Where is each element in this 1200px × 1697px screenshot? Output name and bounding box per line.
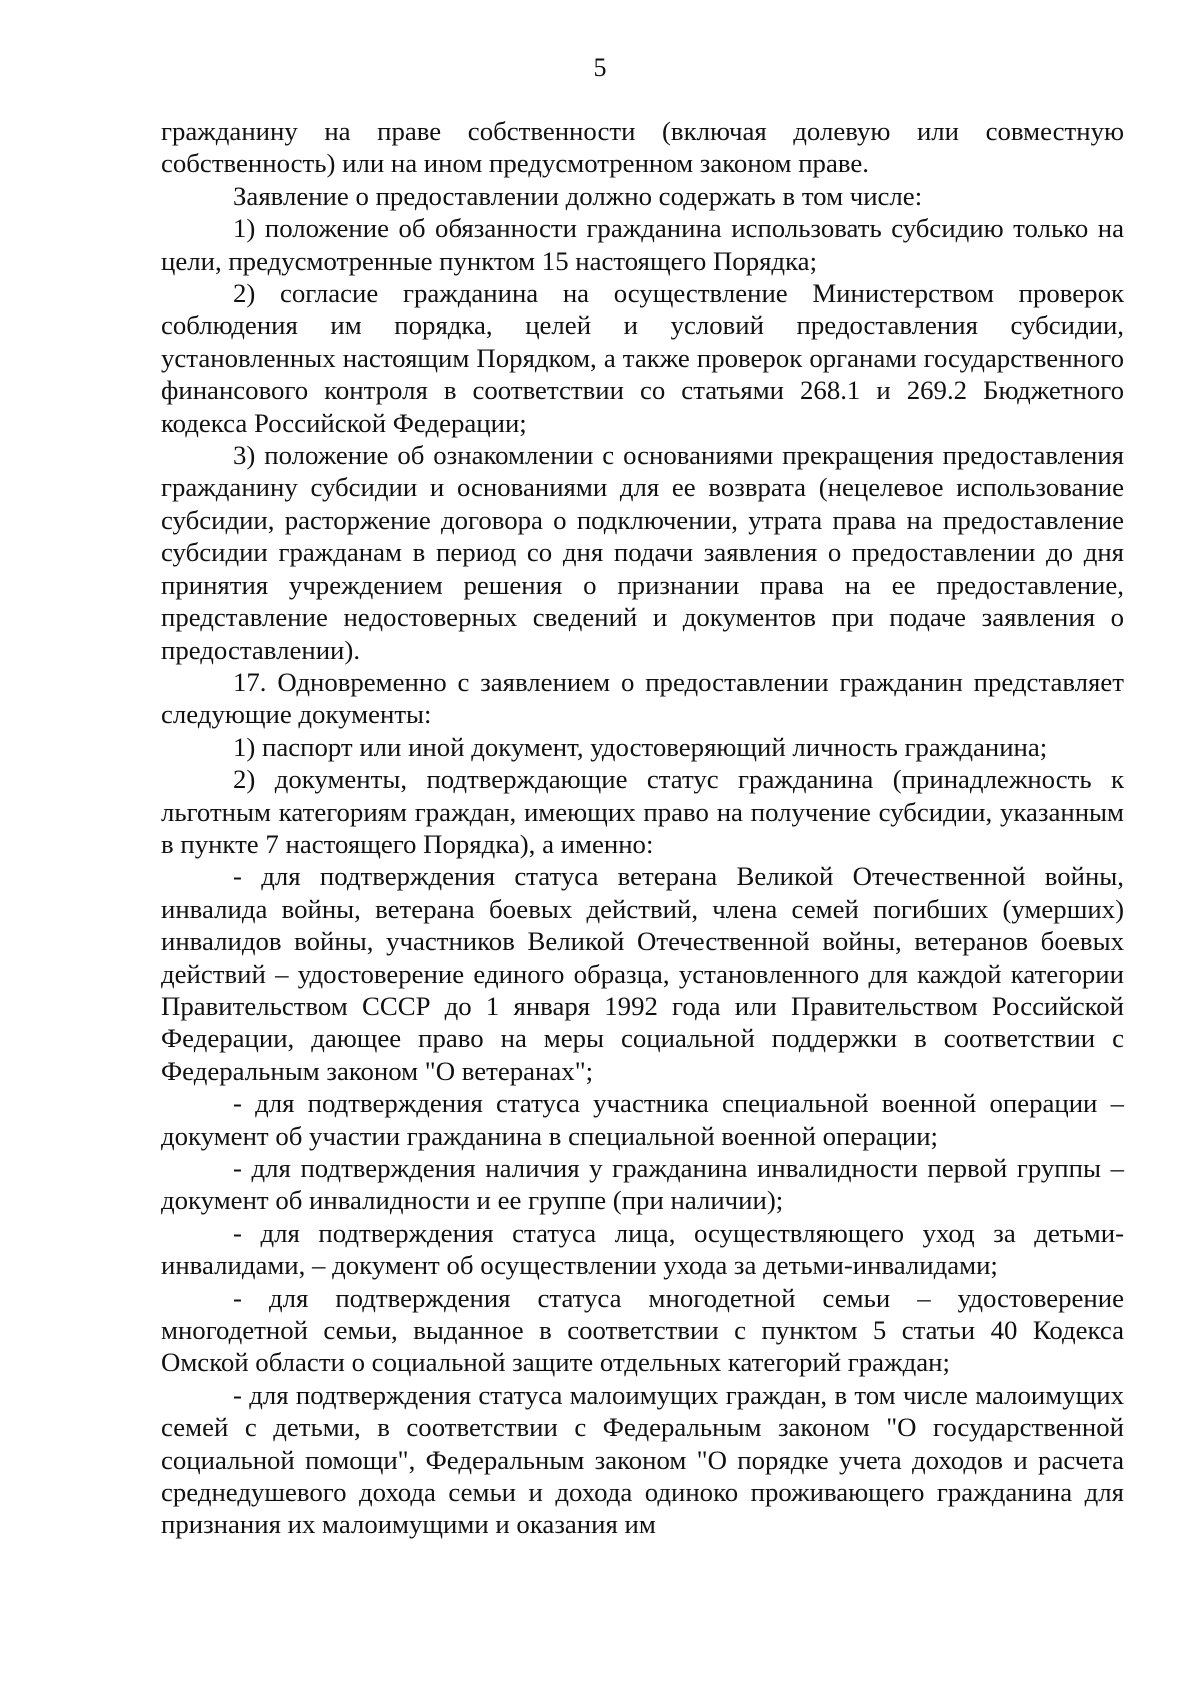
- paragraph-status-low-income: - для подтверждения статуса малоимущих граждан, в том числе малоимущих семей с детьми, в соответствии с Федеральным законом "О государственной социальной помощи", Федеральным законом "О порядке учета доходов и расчета среднедушевого дохода семьи и дохода одиноко проживающего гражданина для признания их малоимущими и оказания им: [161, 1379, 1124, 1540]
- page-number: 5: [593, 53, 607, 82]
- paragraph-item-1-target-use: 1) положение об обязанности гражданина использовать субсидию только на цели, предусмотренные пунктом 15 настоящего Порядка;: [161, 213, 1124, 276]
- paragraph-item-2-consent: 2) согласие гражданина на осуществление Министерством проверок соблюдения им порядка, целей и условий предоставления субсидии, установленных настоящим Порядком, а также проверок органами государственного финансового контроля в соответствии со статьями 268.1 и 269.2 Бюджетного кодекса Российской Федерации;: [161, 278, 1124, 438]
- paragraph-application-contents: Заявление о предоставлении должно содержать в том числе:: [233, 180, 923, 211]
- paragraph-ownership-continuation: гражданину на праве собственности (включая долевую или совместную собственность) или на ином предусмотренном законом праве.: [161, 116, 1124, 179]
- paragraph-status-large-family: - для подтверждения статуса многодетной семьи – удостоверение многодетной семьи, выданное в соответствии с пунктом 5 статьи 40 Кодекса Омской области о социальной защите отдельных категорий граждан;: [161, 1282, 1124, 1378]
- paragraph-status-disability: - для подтверждения наличия у гражданина инвалидности первой группы – документ об инвалидности и ее группе (при наличии);: [161, 1153, 1124, 1216]
- paragraph-status-caregiver: - для подтверждения статуса лица, осуществляющего уход за детьми-инвалидами, – документ об осуществлении ухода за детьми-инвалидами;: [161, 1217, 1124, 1281]
- paragraph-doc-passport: 1) паспорт или иной документ, удостоверяющий личность гражданина;: [233, 731, 1048, 762]
- document-body: [161, 115, 1124, 1541]
- paragraph-doc-status: 2) документы, подтверждающие статус гражданина (принадлежность к льготным категориям граждан, имеющих право на получение субсидии, указанным в пункте 7 настоящего Порядка), а именно:: [161, 764, 1124, 859]
- paragraph-status-svo-participant: - для подтверждения статуса участника специальной военной операции – документ об участии гражданина в специальной военной операции;: [161, 1088, 1124, 1151]
- paragraph-status-veteran: - для подтверждения статуса ветерана Великой Отечественной войны, инвалида войны, ветерана боевых действий, члена семей погибших (умерших) инвалидов войны, участников Великой Отечественной войны, ветеранов боевых действий – удостоверение единого образца, установленного для каждой категории Правительством СССР до 1 января 1992 года или Правительством Российской Федерации, дающее право на меры социальной поддержки в соответствии с Федеральным законом "О ветеранах";: [161, 861, 1124, 1086]
- paragraph-item-3-termination-grounds: 3) положение об ознакомлении с основаниями прекращения предоставления гражданину субсидии и основаниями для ее возврата (нецелевое использование субсидии, расторжение договора о подключении, утрата права на предоставление субсидии гражданам в период со дня подачи заявления о предоставлении до дня принятия учреждением решения о признании права на ее предоставление, представление недостоверных сведений и документов при подаче заявления о предоставлении).: [161, 440, 1124, 665]
- paragraph-clause-17: 17. Одновременно с заявлением о предоставлении гражданин представляет следующие документы:: [161, 666, 1124, 730]
